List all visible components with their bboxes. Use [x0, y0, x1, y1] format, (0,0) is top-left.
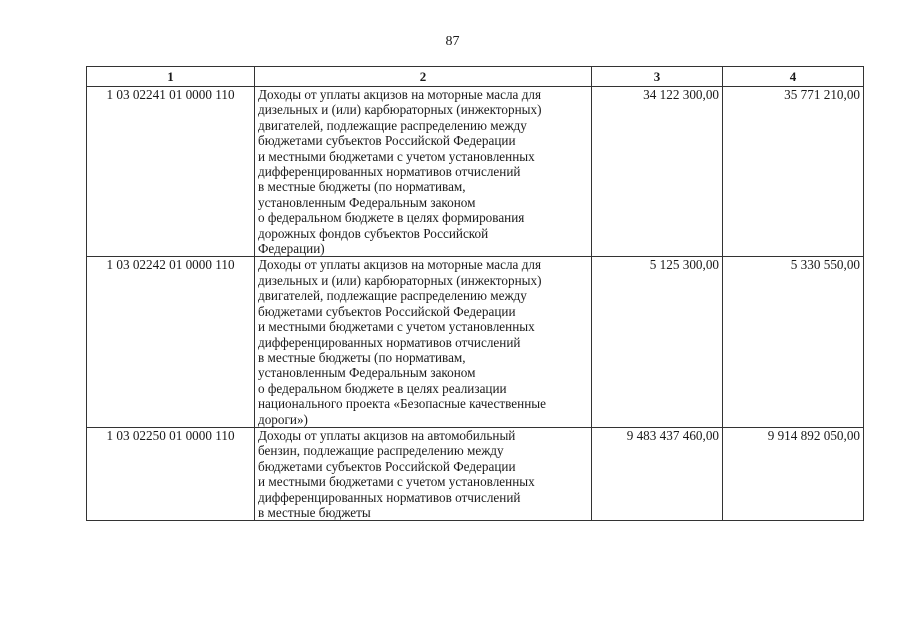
description-cell: Доходы от уплаты акцизов на автомобильный бензин, подлежащие распределению между бюджетами субъектов Российской Федерации и местными бюджетами с учетом установленных дифференцированных нормативов отчислений в местные бюджеты	[255, 427, 592, 520]
column-header-1: 1	[87, 67, 255, 87]
budget-code-cell: 1 03 02241 01 0000 110	[87, 87, 255, 257]
amount-col4-cell: 5 330 550,00	[723, 257, 864, 427]
table-row	[87, 257, 864, 427]
revenue-table	[86, 66, 864, 521]
amount-col4-cell: 35 771 210,00	[723, 87, 864, 257]
table-header-row	[87, 67, 864, 87]
budget-code-cell: 1 03 02242 01 0000 110	[87, 257, 255, 427]
description-cell: Доходы от уплаты акцизов на моторные масла для дизельных и (или) карбюраторных (инжекторных) двигателей, подлежащие распределению между бюджетами субъектов Российской Федерации и местными бюджетами с учетом установленных дифференцированных нормативов отчислений в местные бюджеты (по нормативам, установленным Федеральным законом о федеральном бюджете в целях реализации национального проекта «Безопасные качественные дороги»)	[255, 257, 592, 427]
amount-col3-cell: 34 122 300,00	[592, 87, 723, 257]
budget-code-cell: 1 03 02250 01 0000 110	[87, 427, 255, 520]
amount-col4-cell: 9 914 892 050,00	[723, 427, 864, 520]
table-row	[87, 87, 864, 257]
table-row	[87, 427, 864, 520]
amount-col3-cell: 9 483 437 460,00	[592, 427, 723, 520]
description-cell: Доходы от уплаты акцизов на моторные масла для дизельных и (или) карбюраторных (инжекторных) двигателей, подлежащие распределению между бюджетами субъектов Российской Федерации и местными бюджетами с учетом установленных дифференцированных нормативов отчислений в местные бюджеты (по нормативам, установленным Федеральным законом о федеральном бюджете в целях формирования дорожных фондов субъектов Российской Федерации)	[255, 87, 592, 257]
amount-col3-cell: 5 125 300,00	[592, 257, 723, 427]
column-header-2: 2	[255, 67, 592, 87]
column-header-4: 4	[723, 67, 864, 87]
column-header-3: 3	[592, 67, 723, 87]
page-number: 87	[445, 34, 460, 49]
